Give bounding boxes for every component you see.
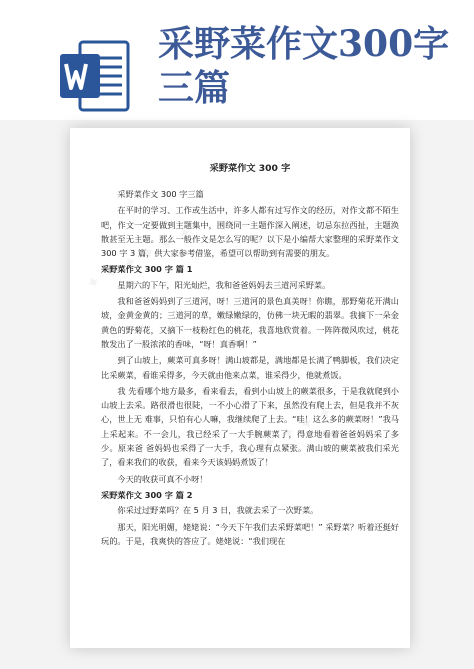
- document-blocks: [101, 187, 399, 548]
- paragraph: 到了山坡上，蕨菜可真多呀！满山坡都是，满地都是长满了鸭脚板，我们决定比采蕨菜，看谁采得多，今天就由他来点菜，谁采得少，他就煮饭。: [101, 355, 399, 380]
- document-body: [101, 163, 399, 550]
- paragraph: 那天，阳光明媚，姥姥说：“今天下午我们去采野菜吧！” 采野菜？听着还挺好玩的。于是，我爽快的答应了。姥姥说：“我们现在: [101, 521, 399, 546]
- paragraph: 在平时的学习、工作或生活中，许多人都有过写作文的经历，对作文都不陌生吧，作文一定要做到主题集中，围绕同一主题作深入阐述，切忌东拉西扯，主题涣散甚至无主题。那么一般作文是怎么写的呢？以下是小编帮大家整理的采野菜作文 300 字 3 篇，供大家参考借鉴，希望可以帮助到有需要的朋友。: [101, 205, 399, 259]
- page-title: 采野菜作文300字三篇: [158, 23, 450, 109]
- page-header: [0, 0, 474, 120]
- paragraph: 你采过过野菜吗？在 5 月 3 日，我就去采了一次野菜。: [117, 505, 319, 516]
- section-heading: 采野菜作文 300 字 篇 2: [101, 489, 193, 500]
- paragraph: 星期六的下午，阳光灿烂，我和爸爸妈妈去三道河采野菜。: [117, 279, 331, 290]
- word-document-icon: [60, 40, 130, 112]
- paragraph: 今天的收获可真不小呀！: [117, 473, 208, 484]
- section-heading: 采野菜作文 300 字 篇 1: [101, 264, 193, 275]
- paragraph: 我 先看哪个地方最多，看来看去，看到小山坡上的蕨菜很多，于是我就爬到小山坡上去采。路很滑也很陡，一不小心滑了下来，虽然没有爬上去，但是我并不灰心，世上无 难事，只怕有心人嘛，我继续爬了上去。“哇！这么多的蕨菜呀！”我马上采起来。不一会儿，我已经采了一大手腕蕨菜了，得意地看着爸爸妈妈采了多少。原来爸 爸妈妈也采得了一大手，我心理有点紧张。满山坡的蕨菜被我们采光了，看来我们的收获，看来今天该妈妈煮饭了！: [101, 385, 399, 468]
- document-title: 采野菜作文 300 字: [209, 163, 291, 174]
- paragraph: 我和爸爸妈妈到了三道河，呀！三道河的景色真美呀！你瞧，那野菊花开满山坡，金黄金黄的；三道河的草，嫩绿嫩绿的，仿佛一块无暇的翡翠。我摘下一朵金黄色的野菊花，又摘下一枝粉红色的桃花，我喜地欣赏着。一阵阵微风吹过，桃花散发出了一股浓浓的香味，“呀！真香啊！”: [101, 296, 399, 349]
- paragraph: 采野菜作文 300 字三篇: [117, 189, 204, 199]
